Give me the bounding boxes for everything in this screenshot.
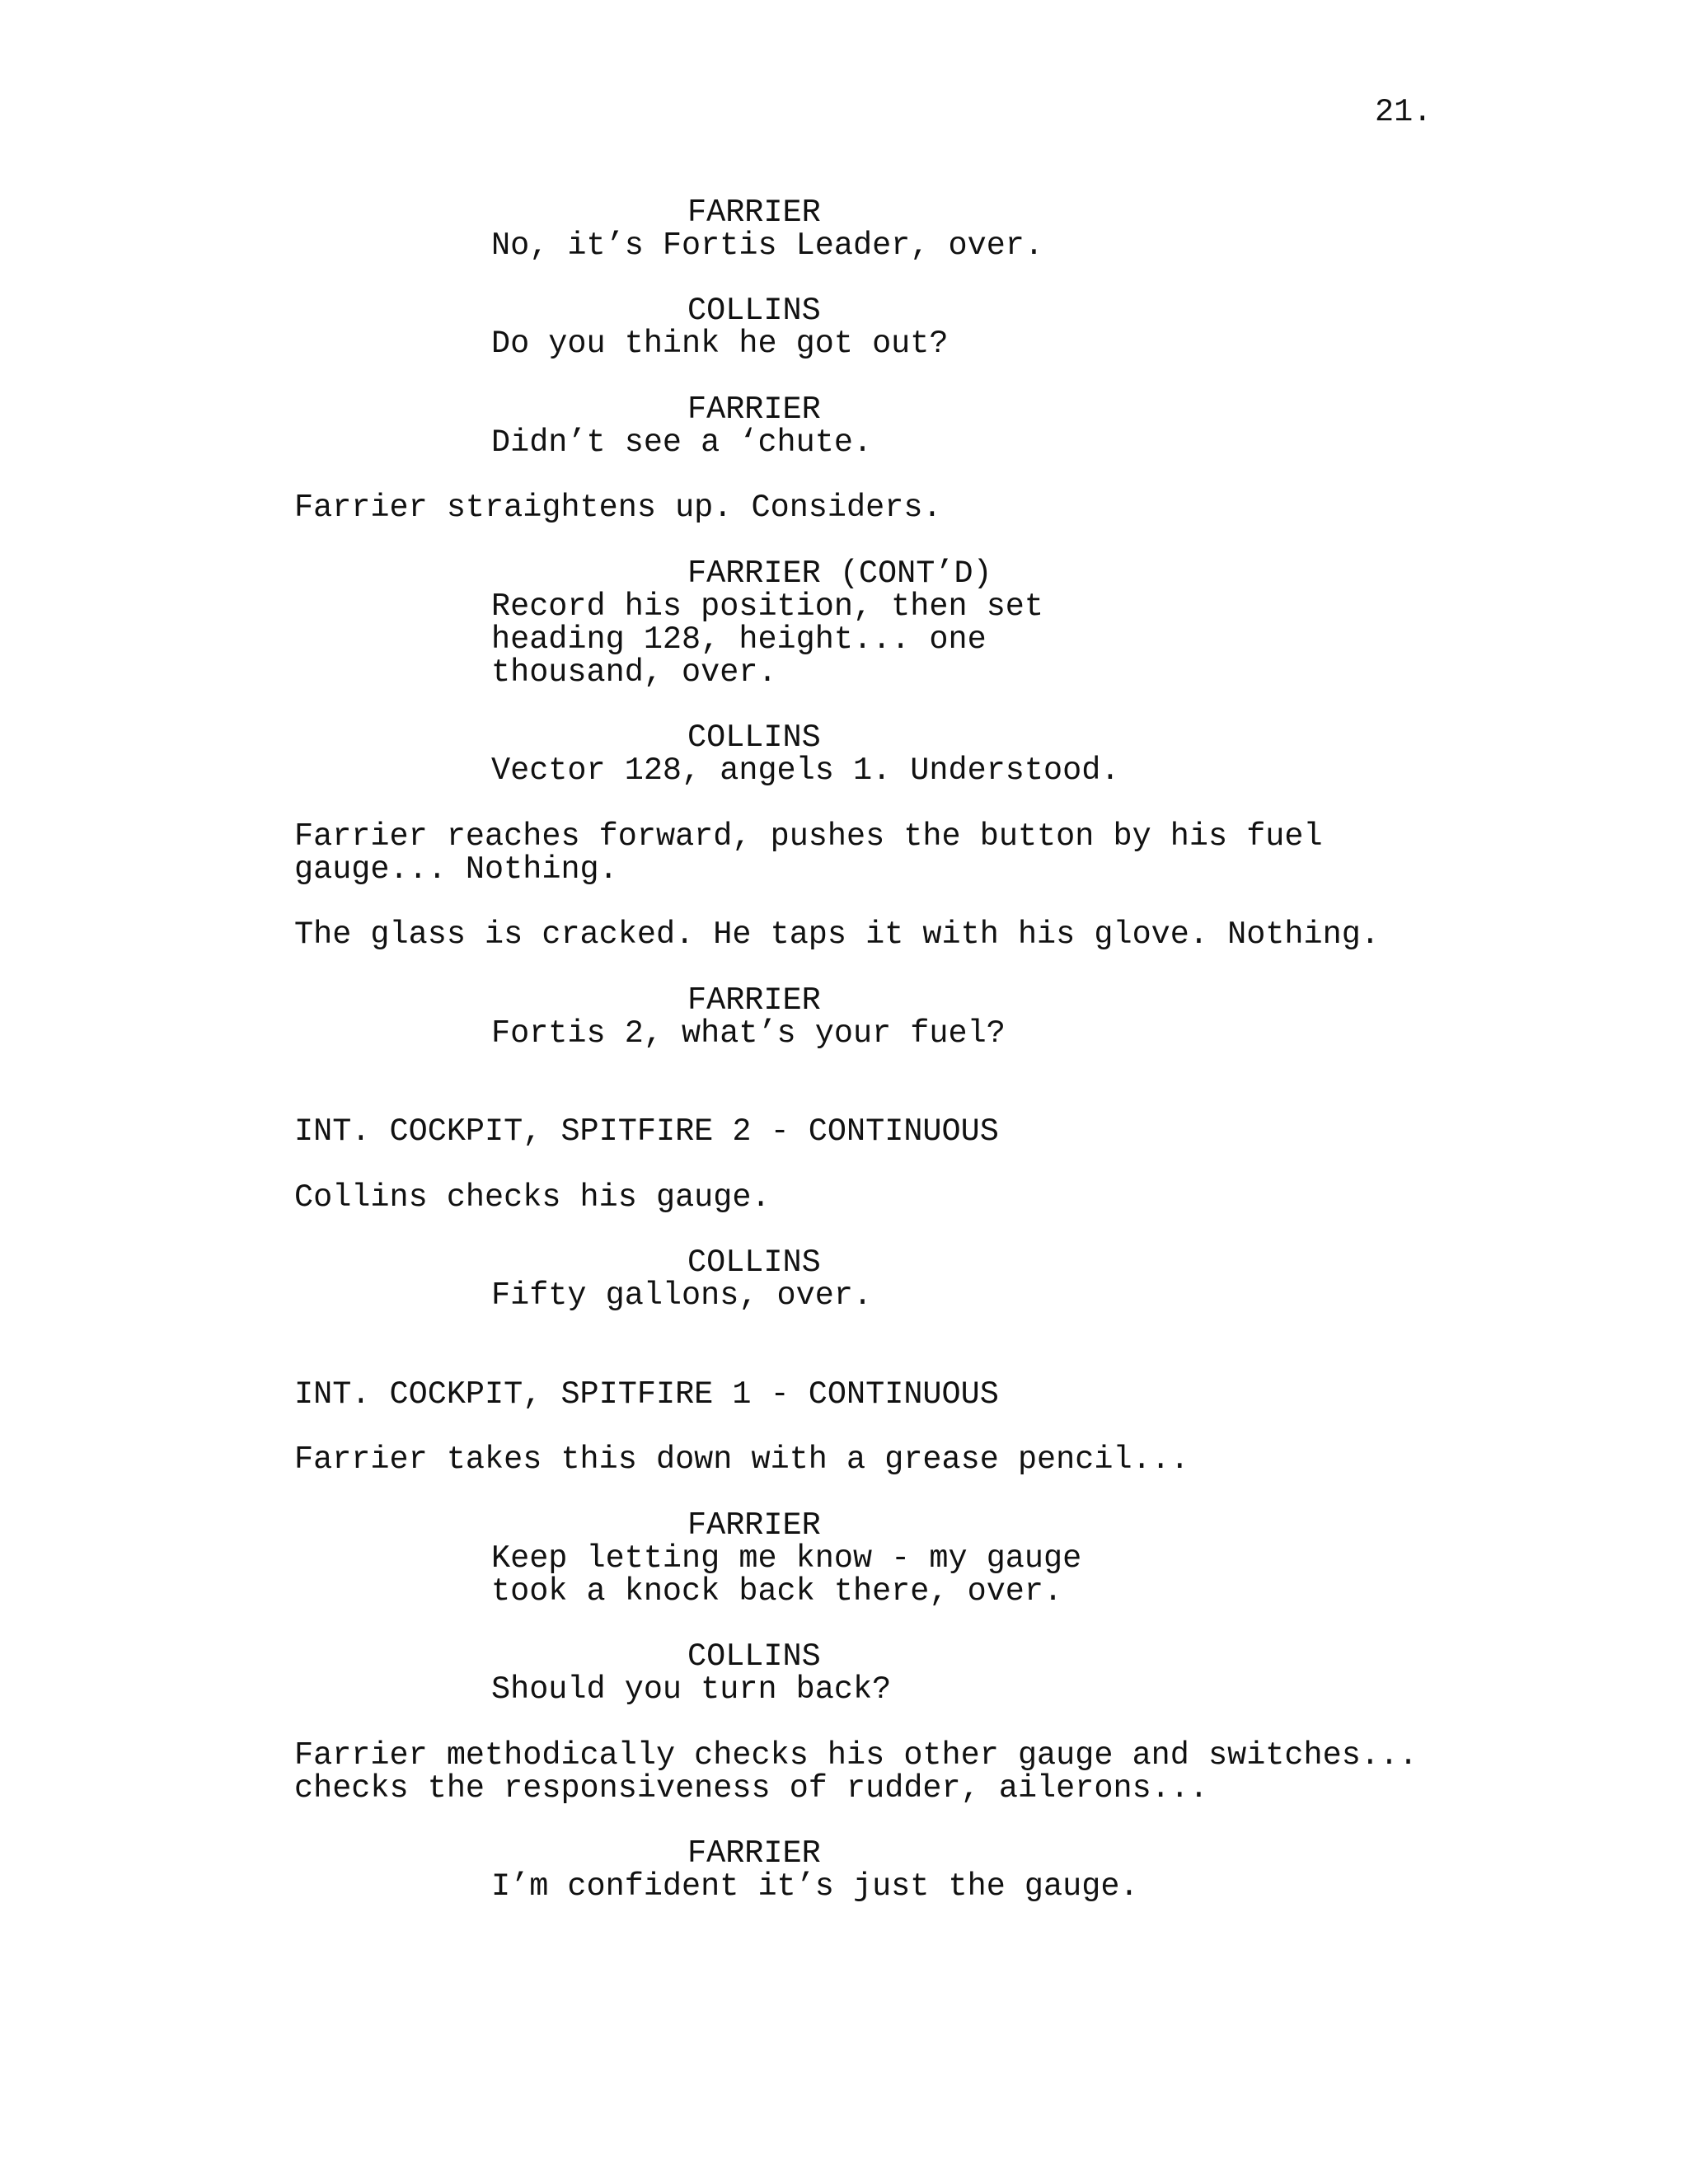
- dialogue-line: Vector 128, angels 1. Understood.: [491, 752, 1120, 789]
- action-line: Collins checks his gauge.: [294, 1179, 771, 1216]
- character-name: FARRIER: [687, 391, 821, 428]
- character-name: COLLINS: [687, 1244, 821, 1281]
- action-line: Farrier reaches forward, pushes the button by his fuel: [294, 818, 1323, 855]
- scene-heading: INT. COCKPIT, SPITFIRE 2 - CONTINUOUS: [294, 1113, 999, 1150]
- dialogue-line: I’m confident it’s just the gauge.: [491, 1868, 1139, 1905]
- character-name: FARRIER (CONT’D): [687, 555, 992, 592]
- character-name: COLLINS: [687, 1638, 821, 1675]
- dialogue-line: thousand, over.: [491, 654, 777, 691]
- action-line: Farrier takes this down with a grease pencil...: [294, 1441, 1189, 1478]
- character-name: FARRIER: [687, 194, 821, 231]
- action-line: checks the responsiveness of rudder, ailerons...: [294, 1770, 1208, 1807]
- dialogue-line: Should you turn back?: [491, 1671, 892, 1708]
- scene-heading: INT. COCKPIT, SPITFIRE 1 - CONTINUOUS: [294, 1376, 999, 1413]
- dialogue-line: Fortis 2, what’s your fuel?: [491, 1015, 1006, 1052]
- character-name: FARRIER: [687, 1507, 821, 1544]
- dialogue-line: took a knock back there, over.: [491, 1573, 1063, 1610]
- character-name: FARRIER: [687, 982, 821, 1019]
- dialogue-line: Keep letting me know - my gauge: [491, 1540, 1082, 1577]
- character-name: COLLINS: [687, 293, 821, 329]
- dialogue-line: Record his position, then set: [491, 588, 1044, 625]
- page-number: 21.: [1375, 94, 1432, 130]
- action-line: gauge... Nothing.: [294, 851, 618, 888]
- action-line: The glass is cracked. He taps it with his glove. Nothing.: [294, 916, 1380, 953]
- dialogue-line: heading 128, height... one: [491, 621, 987, 658]
- dialogue-line: Didn’t see a ‘chute.: [491, 424, 873, 461]
- dialogue-line: No, it’s Fortis Leader, over.: [491, 227, 1044, 264]
- dialogue-line: Do you think he got out?: [491, 326, 949, 362]
- action-line: Farrier straightens up. Considers.: [294, 490, 942, 526]
- character-name: FARRIER: [687, 1835, 821, 1872]
- action-line: Farrier methodically checks his other gauge and switches...: [294, 1737, 1418, 1774]
- dialogue-line: Fifty gallons, over.: [491, 1277, 873, 1314]
- character-name: COLLINS: [687, 719, 821, 756]
